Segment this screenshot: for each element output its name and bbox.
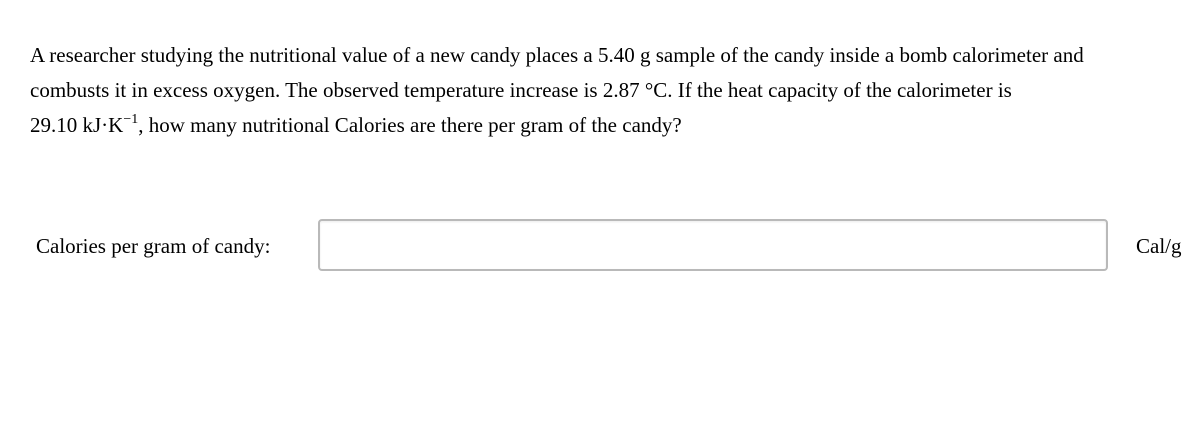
unit-label: Cal/g: [1136, 234, 1182, 258]
question-line-2: combusts it in excess oxygen. The observed temperature increase is 2.87 °C. If the heat capacity of the calorimeter is: [30, 78, 1012, 102]
question-line-3: , how many nutritional Calories are there per gram of the candy?: [138, 113, 682, 137]
calories-per-gram-input[interactable]: [318, 219, 1108, 271]
question-line-1: A researcher studying the nutritional value of a new candy places a 5.40 g sample of the candy inside a bomb calorimeter and: [30, 43, 1084, 67]
heat-capacity-exponent: −1: [123, 112, 139, 127]
question-text: [30, 38, 1180, 143]
answer-row: [0, 219, 1200, 271]
heat-capacity-value: 29.10 kJ·K: [30, 113, 124, 137]
answer-label: Calories per gram of candy:: [36, 234, 271, 258]
